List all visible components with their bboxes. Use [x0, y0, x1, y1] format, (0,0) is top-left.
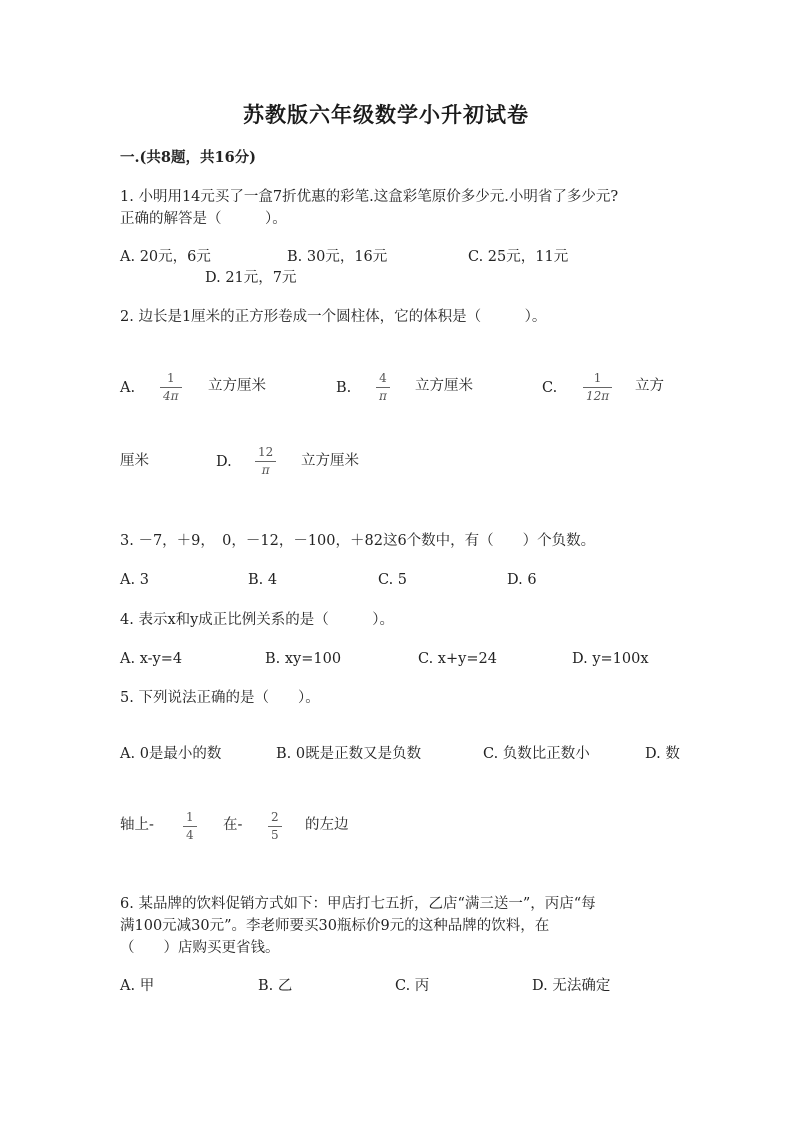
q2-option-b-fraction — [376, 372, 390, 402]
q6-stem-line3: （ ）店购买更省钱。 — [120, 940, 280, 956]
q3-option-d: D. 6 — [507, 572, 537, 588]
q1-option-a: A. 20元，6元 — [120, 249, 211, 265]
q2-option-c-label: C. — [542, 380, 558, 396]
q4-stem: 4. 表示x和y成正比例关系的是（ ）。 — [120, 612, 395, 628]
fraction-denominator: π — [379, 388, 387, 403]
fraction-numerator: 1 — [166, 371, 175, 385]
fraction-numerator: 2 — [271, 810, 279, 824]
q2-option-a-unit: 立方厘米 — [208, 378, 266, 394]
fraction-denominator: 4 — [186, 827, 194, 842]
q2-option-d-label: D. — [216, 454, 232, 470]
q5-option-d-text3: 的左边 — [305, 817, 349, 833]
q2-option-b-label: B. — [336, 380, 352, 396]
fraction-bar — [160, 387, 182, 388]
q1-stem-line2: 正确的解答是（ ）。 — [120, 211, 287, 227]
q6-option-c: C. 丙 — [395, 978, 430, 994]
q5-stem: 5. 下列说法正确的是（ ）。 — [120, 690, 320, 706]
fraction-bar — [376, 387, 390, 388]
section-heading: 一.(共8题，共16分) — [120, 149, 257, 166]
q2-option-c-unit-part2: 厘米 — [120, 453, 149, 469]
q5-option-d-text2: 在- — [223, 817, 243, 833]
fraction-numerator: 4 — [379, 371, 387, 385]
page-title: 苏教版六年级数学小升初试卷 — [243, 102, 529, 127]
q3-option-c: C. 5 — [378, 572, 408, 588]
fraction-bar — [183, 826, 197, 827]
q2-stem: 2. 边长是1厘米的正方形卷成一个圆柱体，它的体积是（ ）。 — [120, 309, 547, 325]
q2-option-c-unit-part1: 立方 — [635, 378, 664, 394]
q5-fraction-one-quarter — [183, 811, 197, 841]
q3-option-a: A. 3 — [120, 572, 149, 588]
fraction-denominator: 5 — [271, 827, 279, 842]
fraction-bar — [255, 461, 276, 462]
fraction-bar — [268, 826, 282, 827]
fraction-numerator: 1 — [186, 810, 194, 824]
q6-option-b: B. 乙 — [258, 978, 293, 994]
q3-option-b: B. 4 — [248, 572, 278, 588]
q1-option-d: D. 21元，7元 — [205, 270, 297, 286]
fraction-numerator: 1 — [593, 371, 602, 385]
q5-option-d-label: D. 数 — [645, 746, 680, 762]
q6-stem-line2: 满100元减30元”。李老师要买30瓶标价9元的这种品牌的饮料，在 — [120, 918, 550, 934]
fraction-denominator: π — [261, 462, 270, 477]
q6-stem-line1: 6. 某品牌的饮料促销方式如下：甲店打七五折，乙店“满三送一”，丙店“每 — [120, 896, 596, 912]
q6-option-d: D. 无法确定 — [532, 978, 611, 994]
q2-option-d-fraction — [255, 446, 276, 476]
q4-option-b: B. xy=100 — [265, 651, 342, 667]
q1-option-c: C. 25元，11元 — [468, 249, 569, 265]
q2-option-b-unit: 立方厘米 — [415, 378, 473, 394]
q4-option-a: A. x-y=4 — [120, 651, 183, 667]
q5-option-b: B. 0既是正数又是负数 — [276, 746, 422, 762]
q4-option-c: C. x+y=24 — [418, 651, 497, 667]
q2-option-a-fraction — [160, 372, 182, 402]
q5-fraction-two-fifths — [268, 811, 282, 841]
q5-option-d-text1: 轴上- — [120, 817, 154, 833]
q1-stem-line1: 1. 小明用14元买了一盒7折优惠的彩笔.这盒彩笔原价多少元.小明省了多少元? — [120, 189, 619, 205]
q5-option-a: A. 0是最小的数 — [120, 746, 222, 762]
q2-option-d-unit: 立方厘米 — [301, 453, 359, 469]
q3-stem: 3. －7，＋9， 0，－12，－100，＋82这6个数中，有（ ）个负数。 — [120, 533, 596, 549]
q2-option-c-fraction — [583, 372, 612, 402]
q2-option-a-label: A. — [120, 380, 136, 396]
q1-option-b: B. 30元，16元 — [287, 249, 388, 265]
q4-option-d: D. y=100x — [572, 651, 649, 667]
fraction-denominator: 12π — [586, 388, 610, 403]
fraction-denominator: 4π — [163, 388, 179, 403]
q5-option-c: C. 负数比正数小 — [483, 746, 590, 762]
fraction-numerator: 12 — [258, 445, 274, 459]
q6-option-a: A. 甲 — [120, 978, 155, 994]
fraction-bar — [583, 387, 612, 388]
